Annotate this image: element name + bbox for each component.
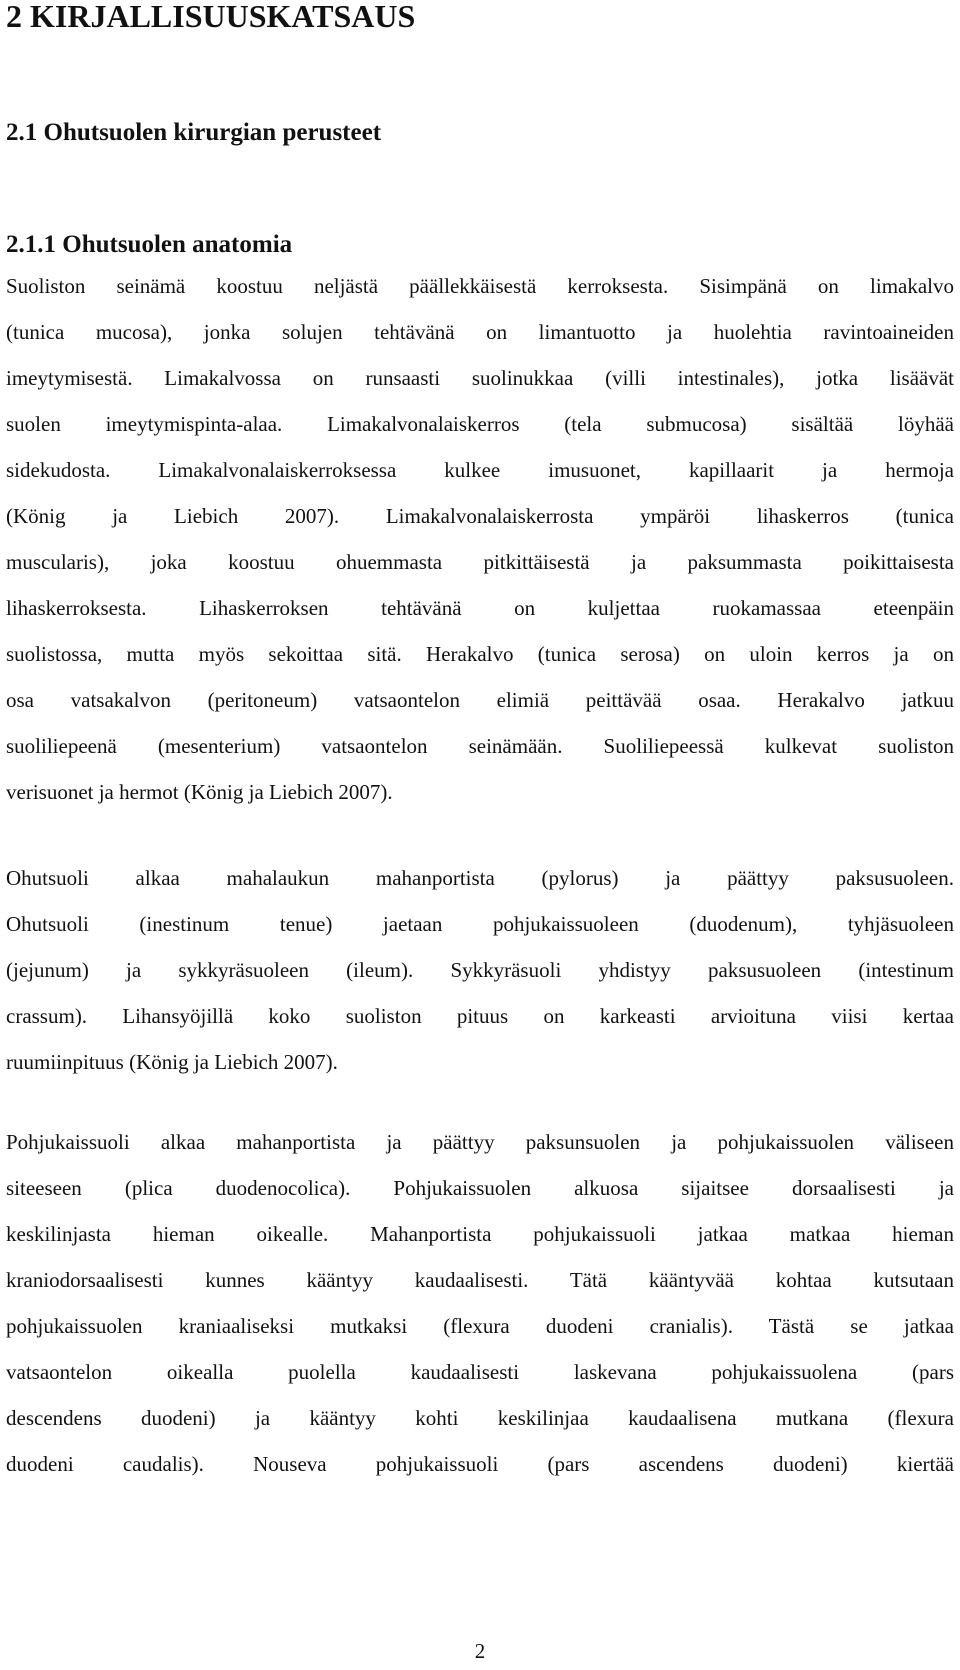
paragraph-line: siteeseen (plica duodenocolica). Pohjukaissuolen alkuosa sijaitsee dorsaalisesti ja — [6, 1176, 954, 1200]
paragraph-line: imeytymisestä. Limakalvossa on runsaasti suolinukkaa (villi intestinales), jotka lisäävät — [6, 366, 954, 390]
paragraph-line: sidekudosta. Limakalvonalaiskerroksessa kulkee imusuonet, kapillaarit ja hermoja — [6, 458, 954, 482]
paragraph-line: suolen imeytymispinta-alaa. Limakalvonalaiskerros (tela submucosa) sisältää löyhää — [6, 412, 954, 436]
paragraph-line: Suoliston seinämä koostuu neljästä päällekkäisestä kerroksesta. Sisimpänä on limakalvo — [6, 274, 954, 298]
chapter-heading: 2 KIRJALLISUUSKATSAUS — [6, 0, 416, 34]
paragraph-line: suoliliepeenä (mesenterium) vatsaontelon seinämään. Suoliliepeessä kulkevat suoliston — [6, 734, 954, 758]
paragraph-3 — [6, 1119, 954, 1487]
paragraph-line: vatsaontelon oikealla puolella kaudaalisesti laskevana pohjukaissuolena (pars — [6, 1360, 954, 1384]
paragraph-line: Pohjukaissuoli alkaa mahanportista ja päättyy paksunsuolen ja pohjukaissuolen väliseen — [6, 1130, 954, 1154]
paragraph-line: (jejunum) ja sykkyräsuoleen (ileum). Sykkyräsuoli yhdistyy paksusuoleen (intestinum — [6, 958, 954, 982]
paragraph-line: (König ja Liebich 2007). Limakalvonalaiskerrosta ympäröi lihaskerros (tunica — [6, 504, 954, 528]
paragraph-line: ruumiinpituus (König ja Liebich 2007). — [6, 1050, 338, 1074]
page-number: 2 — [474, 1639, 486, 1663]
section-heading: 2.1 Ohutsuolen kirurgian perusteet — [6, 119, 382, 146]
paragraph-line: Ohutsuoli (inestinum tenue) jaetaan pohjukaissuoleen (duodenum), tyhjäsuoleen — [6, 912, 954, 936]
paragraph-line: kraniodorsaalisesti kunnes kääntyy kaudaalisesti. Tätä kääntyvää kohtaa kutsutaan — [6, 1268, 954, 1292]
paragraph-line: pohjukaissuolen kraniaaliseksi mutkaksi (flexura duodeni cranialis). Tästä se jatkaa — [6, 1314, 954, 1338]
subsection-heading: 2.1.1 Ohutsuolen anatomia — [6, 231, 293, 258]
paragraph-line: lihaskerroksesta. Lihaskerroksen tehtävänä on kuljettaa ruokamassaa eteenpäin — [6, 596, 954, 620]
paragraph-2 — [6, 855, 954, 1085]
paragraph-line: suolistossa, mutta myös sekoittaa sitä. Herakalvo (tunica serosa) on uloin kerros ja on — [6, 642, 954, 666]
paragraph-line: duodeni caudalis). Nouseva pohjukaissuoli (pars ascendens duodeni) kiertää — [6, 1452, 954, 1476]
paragraph-line: osa vatsakalvon (peritoneum) vatsaontelon elimiä peittävää osaa. Herakalvo jatkuu — [6, 688, 954, 712]
paragraph-line: (tunica mucosa), jonka solujen tehtävänä on limantuotto ja huolehtia ravintoaineiden — [6, 320, 954, 344]
paragraph-line: verisuonet ja hermot (König ja Liebich 2007). — [6, 780, 393, 804]
paragraph-line: muscularis), joka koostuu ohuemmasta pitkittäisestä ja paksummasta poikittaisesta — [6, 550, 954, 574]
paragraph-line: keskilinjasta hieman oikealle. Mahanportista pohjukaissuoli jatkaa matkaa hieman — [6, 1222, 954, 1246]
paragraph-line: crassum). Lihansyöjillä koko suoliston pituus on karkeasti arvioituna viisi kertaa — [6, 1004, 954, 1028]
paragraph-1 — [6, 263, 954, 815]
paragraph-line: descendens duodeni) ja kääntyy kohti keskilinjaa kaudaalisena mutkana (flexura — [6, 1406, 954, 1430]
paragraph-line: Ohutsuoli alkaa mahalaukun mahanportista (pylorus) ja päättyy paksusuoleen. — [6, 866, 954, 890]
